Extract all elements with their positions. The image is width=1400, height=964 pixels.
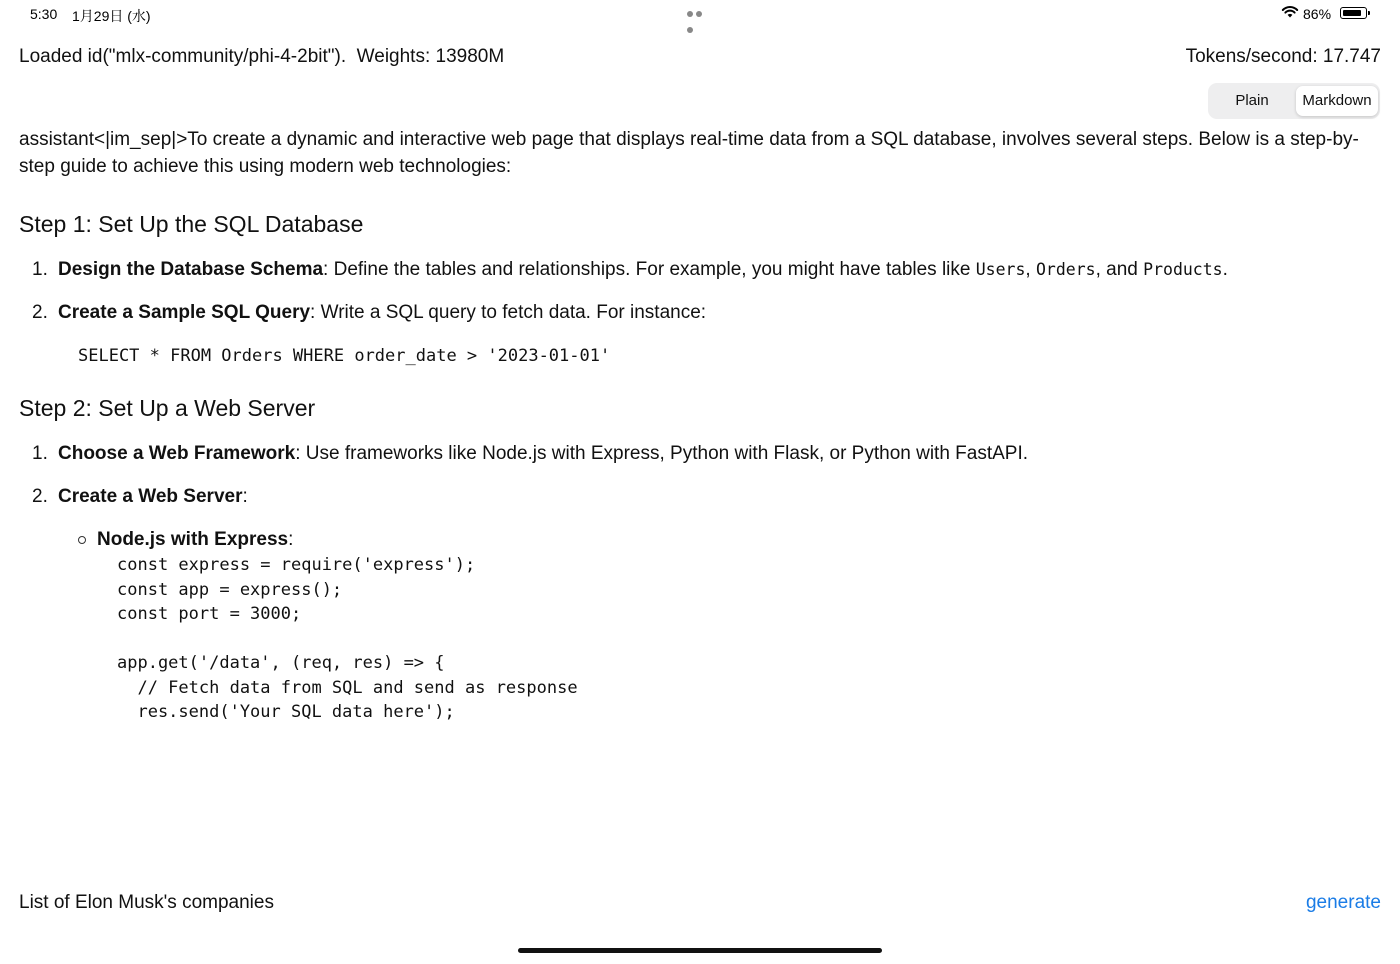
sql-code-block: SELECT * FROM Orders WHERE order_date > '2023-01-01' — [78, 346, 611, 366]
item-text: : Define the tables and relationships. For example, you might have tables like — [323, 259, 976, 280]
item-text: : Use frameworks like Node.js with Express, Python with Flask, or Python with FastAPI. — [295, 443, 1029, 464]
generate-button[interactable]: generate — [1305, 892, 1381, 913]
output-text — [19, 126, 1383, 725]
wifi-icon — [1281, 5, 1299, 22]
status-bar — [0, 0, 1400, 28]
step2-list — [19, 440, 1383, 510]
view-mode-segmented-control[interactable] — [1208, 83, 1380, 119]
list-number: 2. — [32, 486, 48, 507]
battery-icon — [1340, 7, 1367, 19]
home-indicator[interactable] — [518, 948, 882, 953]
list-item — [19, 483, 1383, 510]
sub-list-item — [97, 526, 1383, 725]
sub-item-text: : — [288, 529, 294, 550]
list-item — [19, 299, 1383, 326]
item-title: Choose a Web Framework — [58, 443, 296, 464]
multitasking-dots-icon[interactable] — [687, 11, 713, 17]
status-time: 5:30 — [30, 6, 58, 22]
step1-heading: Step 1: Set Up the SQL Database — [19, 211, 364, 237]
inline-code: Orders — [1035, 260, 1096, 279]
plain-segment[interactable]: Plain — [1235, 92, 1269, 109]
list-number: 1. — [32, 443, 48, 464]
prompt-input[interactable]: List of Elon Musk's companies — [19, 892, 274, 913]
list-item — [19, 256, 1383, 283]
item-text: : — [242, 486, 248, 507]
js-code-block: const express = require('express'); const app = express(); const port = 3000; app.get('/data', (req, res) => { // Fetch data from SQL and send as response res.send('Your SQL data here'); — [117, 555, 578, 722]
step2-heading: Step 2: Set Up a Web Server — [19, 395, 316, 421]
item-text: , and — [1095, 259, 1144, 280]
item-text: : Write a SQL query to fetch data. For instance: — [310, 302, 707, 323]
item-title: Create a Sample SQL Query — [58, 302, 311, 323]
step1-list — [19, 256, 1383, 326]
inline-code: Products — [1143, 260, 1223, 279]
markdown-segment[interactable]: Markdown — [1296, 86, 1378, 116]
battery-percent: 86% — [1303, 6, 1332, 22]
battery-nub — [1368, 11, 1370, 15]
sub-item-title: Node.js with Express — [97, 529, 289, 550]
hollow-bullet-icon — [78, 536, 86, 544]
item-title: Create a Web Server — [58, 486, 243, 507]
model-loaded-status: Loaded id("mlx-community/phi-4-2bit"). Weights: 13980M — [19, 46, 505, 67]
list-item — [19, 440, 1383, 467]
item-title: Design the Database Schema — [58, 259, 324, 280]
list-number: 1. — [32, 259, 48, 280]
item-text: , — [1025, 259, 1036, 280]
inline-code: Users — [975, 260, 1026, 279]
list-number: 2. — [32, 302, 48, 323]
status-date: 1月29日 (水) — [72, 8, 151, 24]
output-intro: assistant<|im_sep|>To create a dynamic and interactive web page that displays real-time data from a SQL database, involves several steps. Below is a step-by-step guide to achieve this using modern web technologies: — [19, 129, 1359, 177]
item-text: . — [1222, 259, 1228, 280]
tokens-per-second: Tokens/second: 17.747 — [1185, 46, 1381, 67]
